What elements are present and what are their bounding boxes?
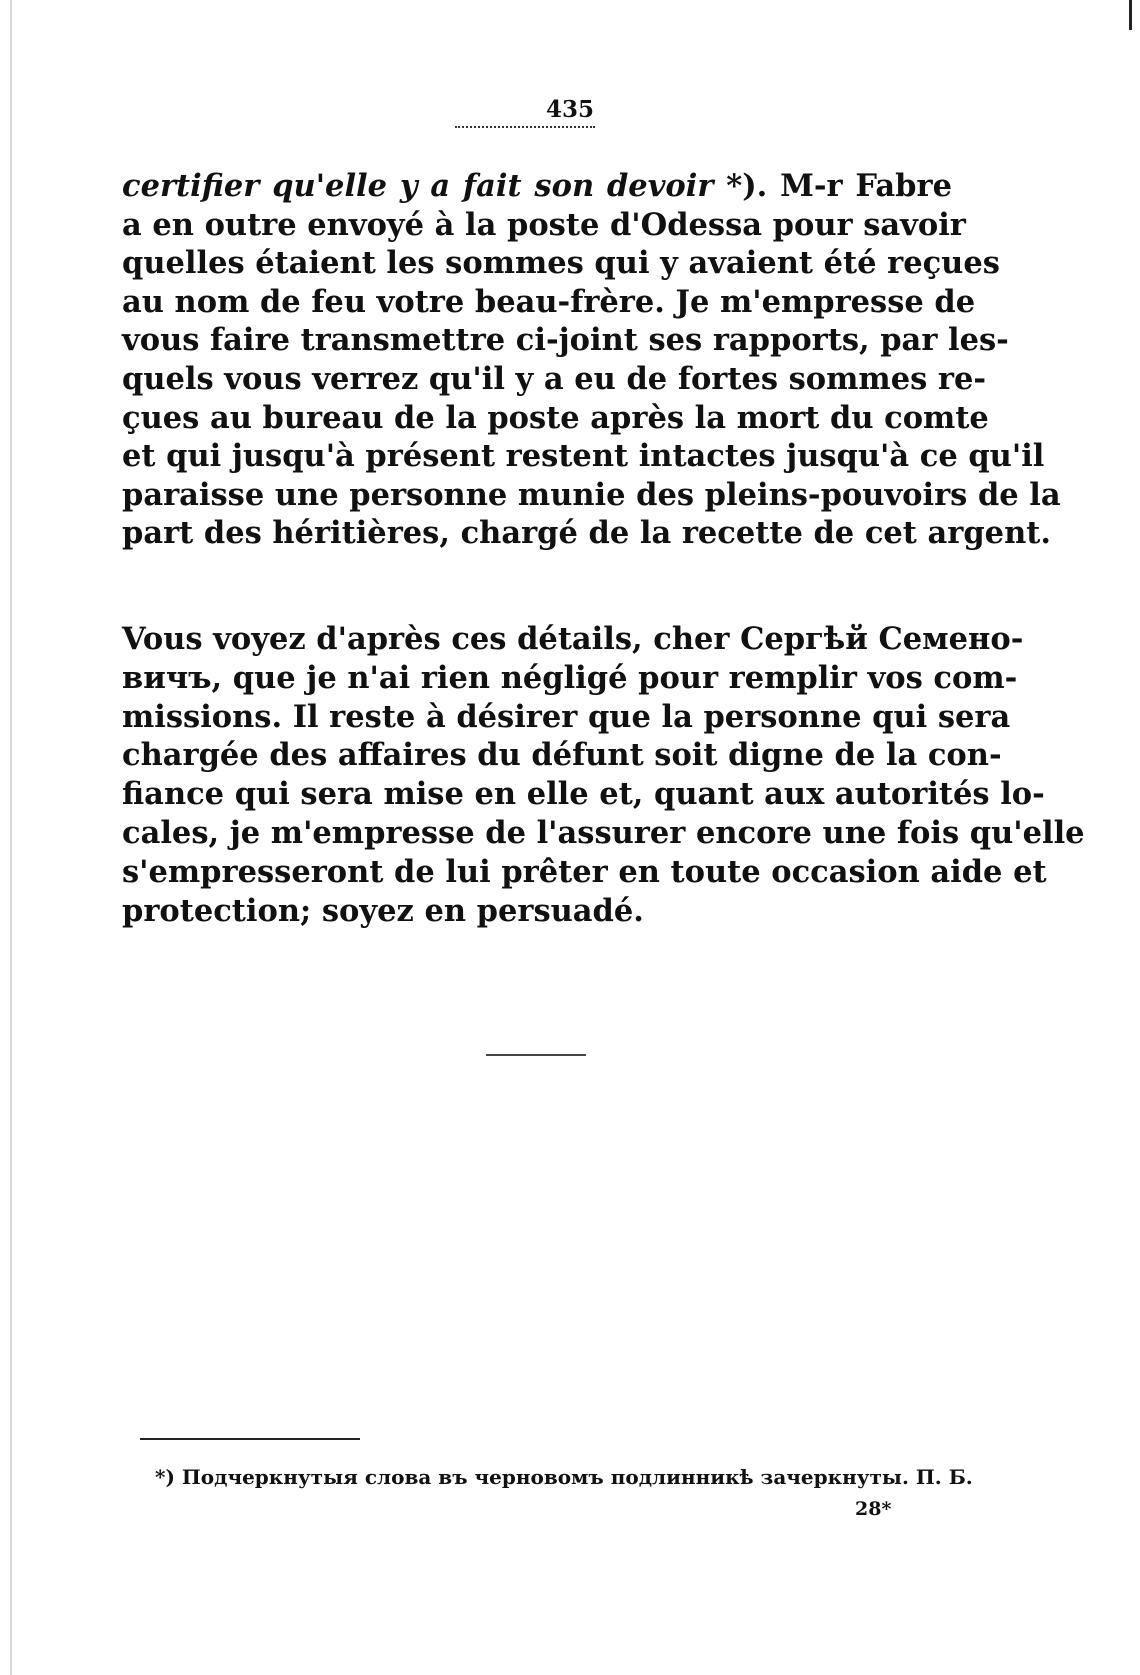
text-line: et qui jusqu'à présent restent intactes jusqu'à ce qu'il (122, 438, 1045, 475)
paragraph-1 (122, 167, 1061, 553)
scan-edge-right (1129, 0, 1132, 30)
signature-mark: 28* (855, 1498, 892, 1520)
text-line: a en outre envoyé à la poste d'Odessa pour savoir (122, 206, 966, 243)
text-line: вичъ, que je n'ai rien négligé pour remplir vos com- (122, 659, 1018, 696)
line-rest: *). M-r Fabre (713, 168, 952, 204)
text-line: quelles étaient les sommes qui y avaient été reçues (122, 245, 1000, 282)
text-line (122, 167, 952, 206)
page-number-underline (455, 126, 595, 132)
text-line: part des héritières, chargé de la recette de cet argent. (122, 515, 1051, 552)
bleed-through-stroke (486, 1054, 586, 1056)
text-line: protection; soyez en persuadé. (122, 892, 644, 929)
text-line: çues au bureau de la poste après la mort du comte (122, 399, 989, 436)
footnote: *) Подчеркнутыя слова въ черновомъ подлинникѣ зачеркнуты. П. Б. (155, 1465, 973, 1489)
page-number: 435 (545, 96, 594, 123)
text-line: cales, je m'empresse de l'assurer encore une fois qu'elle (122, 814, 1085, 851)
italic-phrase: certifier qu'elle y a fait son devoir (122, 168, 714, 204)
text-line: Vous voyez d'après ces détails, cher Сергѣй Семено- (122, 621, 1024, 657)
scan-edge-left (10, 0, 12, 1675)
text-line: vous faire transmettre ci-joint ses rapports, par les- (122, 322, 1009, 359)
text-line: paraisse une personne munie des pleins-pouvoirs de la (122, 476, 1061, 513)
text-line: chargée des affaires du défunt soit digne de la con- (122, 737, 1002, 774)
footnote-rule (140, 1438, 360, 1440)
text-line: au nom de feu votre beau-frère. Je m'empresse de (122, 283, 976, 320)
text-line: fiance qui sera mise en elle et, quant aux autorités lo- (122, 776, 1045, 813)
text-line: s'empresseront de lui prêter en toute occasion aide et (122, 853, 1047, 890)
text-line: missions. Il reste à désirer que la personne qui sera (122, 698, 1011, 735)
paragraph-2 (122, 620, 1085, 930)
text-line: quels vous verrez qu'il y a eu de fortes sommes re- (122, 360, 987, 397)
